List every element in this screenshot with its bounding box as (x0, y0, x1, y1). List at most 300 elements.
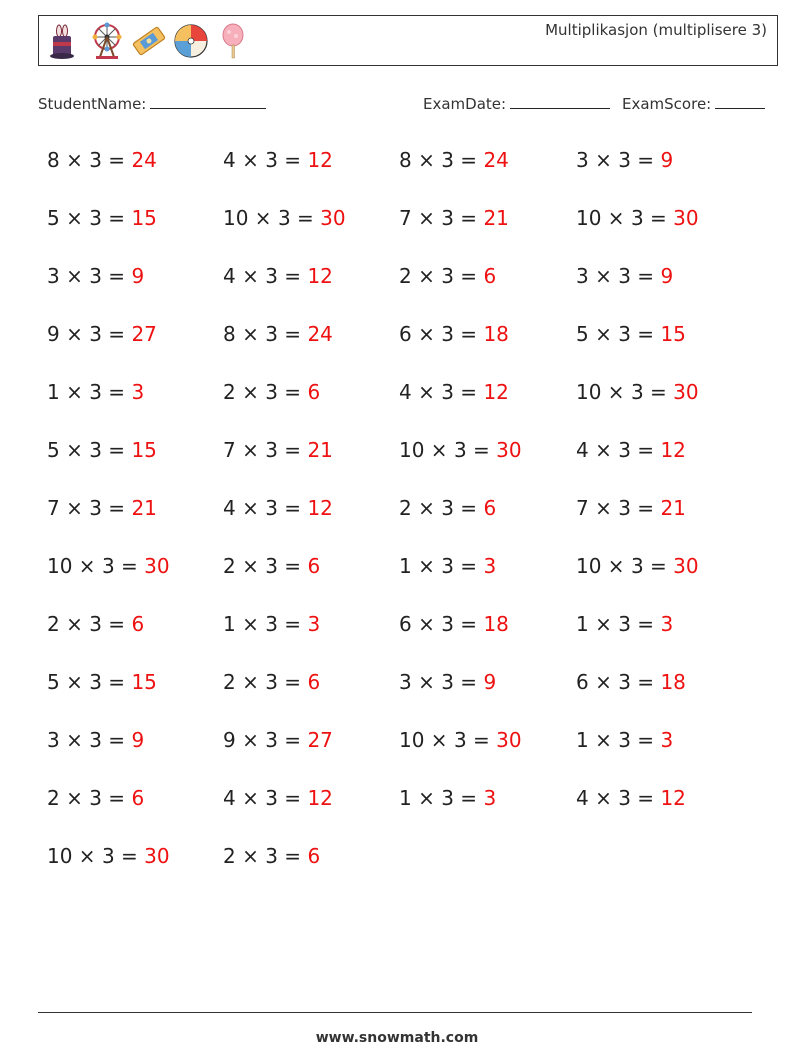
times-sign: × (59, 322, 90, 346)
equals-sign: = (101, 670, 132, 694)
times-sign: × (235, 380, 266, 404)
equals-sign: = (277, 612, 308, 636)
answer: 30 (144, 554, 170, 578)
answer: 21 (660, 496, 686, 520)
factor-a: 1 (223, 612, 236, 636)
factor-a: 1 (399, 554, 412, 578)
equals-sign: = (277, 380, 308, 404)
times-sign: × (235, 496, 266, 520)
problem-item (399, 554, 496, 578)
answer: 21 (483, 206, 509, 230)
student-name-blank (150, 93, 266, 109)
equals-sign: = (630, 264, 661, 288)
problem-item (399, 786, 496, 810)
times-sign: × (601, 554, 631, 578)
problem-item (576, 670, 686, 694)
equals-sign: = (101, 264, 132, 288)
answer: 12 (307, 496, 333, 520)
times-sign: × (72, 844, 102, 868)
times-sign: × (59, 206, 90, 230)
problem-item (576, 322, 686, 346)
equals-sign: = (277, 148, 308, 172)
equals-sign: = (630, 670, 661, 694)
exam-score-label: ExamScore: (622, 95, 712, 113)
factor-b: 3 (441, 612, 454, 636)
equals-sign: = (630, 438, 661, 462)
factor-a: 10 (223, 206, 249, 230)
equals-sign: = (630, 322, 661, 346)
times-sign: × (411, 322, 442, 346)
factor-a: 10 (399, 728, 425, 752)
times-sign: × (588, 264, 619, 288)
times-sign: × (411, 148, 442, 172)
factor-b: 3 (618, 786, 631, 810)
factor-b: 3 (630, 554, 644, 578)
factor-a: 1 (47, 380, 60, 404)
times-sign: × (235, 728, 266, 752)
answer: 12 (660, 786, 686, 810)
equals-sign: = (114, 844, 145, 868)
factor-b: 3 (265, 380, 278, 404)
times-sign: × (588, 612, 619, 636)
factor-a: 7 (223, 438, 236, 462)
factor-a: 2 (223, 380, 236, 404)
answer: 12 (660, 438, 686, 462)
exam-date-blank (510, 93, 610, 109)
equals-sign: = (453, 670, 484, 694)
exam-score-blank (715, 93, 765, 109)
answer: 9 (131, 264, 145, 288)
times-sign: × (235, 786, 266, 810)
equals-sign: = (453, 264, 484, 288)
factor-b: 3 (265, 438, 278, 462)
problem-item (47, 786, 144, 810)
problem-item (47, 206, 157, 230)
answer: 18 (483, 322, 509, 346)
exam-date-label: ExamDate: (423, 95, 507, 113)
equals-sign: = (453, 148, 484, 172)
answer: 9 (660, 148, 674, 172)
answer: 21 (307, 438, 333, 462)
problem-item (223, 322, 333, 346)
times-sign: × (59, 728, 90, 752)
times-sign: × (588, 786, 619, 810)
factor-a: 4 (576, 438, 589, 462)
equals-sign: = (453, 496, 484, 520)
factor-a: 6 (399, 612, 412, 636)
equals-sign: = (277, 786, 308, 810)
factor-b: 3 (618, 264, 631, 288)
factor-a: 5 (47, 438, 60, 462)
factor-b: 3 (89, 612, 102, 636)
problem-item (576, 786, 686, 810)
factor-b: 3 (101, 554, 115, 578)
factor-a: 9 (223, 728, 236, 752)
factor-b: 3 (89, 496, 102, 520)
factor-b: 3 (89, 380, 102, 404)
times-sign: × (59, 496, 90, 520)
problem-item (47, 670, 157, 694)
exam-date-field (423, 93, 610, 113)
problem-item (223, 438, 333, 462)
factor-b: 3 (89, 264, 102, 288)
problem-item (223, 206, 346, 230)
factor-a: 10 (576, 206, 602, 230)
factor-b: 3 (618, 670, 631, 694)
times-sign: × (411, 786, 442, 810)
ferris-wheel-icon (89, 22, 125, 60)
times-sign: × (235, 438, 266, 462)
problem-item (223, 844, 320, 868)
equals-sign: = (277, 264, 308, 288)
problem-item (223, 786, 333, 810)
factor-a: 9 (47, 322, 60, 346)
factor-a: 1 (576, 728, 589, 752)
answer: 9 (660, 264, 674, 288)
equals-sign: = (630, 786, 661, 810)
equals-sign: = (277, 554, 308, 578)
answer: 21 (131, 496, 157, 520)
times-sign: × (411, 206, 442, 230)
factor-a: 1 (399, 786, 412, 810)
factor-a: 8 (399, 148, 412, 172)
factor-b: 3 (618, 728, 631, 752)
factor-b: 3 (441, 670, 454, 694)
times-sign: × (59, 148, 90, 172)
times-sign: × (424, 438, 454, 462)
problem-item (223, 670, 320, 694)
times-sign: × (59, 786, 90, 810)
student-name-field (38, 93, 266, 113)
times-sign: × (248, 206, 278, 230)
answer: 30 (673, 380, 699, 404)
problem-item (223, 264, 333, 288)
problem-item (223, 728, 333, 752)
answer: 24 (307, 322, 333, 346)
times-sign: × (411, 496, 442, 520)
answer: 15 (131, 206, 157, 230)
equals-sign: = (630, 148, 661, 172)
equals-sign: = (277, 670, 308, 694)
equals-sign: = (453, 786, 484, 810)
problem-item (399, 612, 509, 636)
answer: 3 (307, 612, 321, 636)
factor-b: 3 (265, 264, 278, 288)
factor-a: 5 (47, 206, 60, 230)
answer: 24 (131, 148, 157, 172)
factor-a: 4 (223, 148, 236, 172)
factor-a: 2 (399, 496, 412, 520)
answer: 6 (483, 496, 497, 520)
times-sign: × (411, 380, 442, 404)
icon-strip (47, 22, 251, 60)
answer: 9 (483, 670, 497, 694)
times-sign: × (59, 670, 90, 694)
times-sign: × (411, 670, 442, 694)
equals-sign: = (277, 844, 308, 868)
answer: 27 (307, 728, 333, 752)
answer: 18 (660, 670, 686, 694)
answer: 12 (307, 264, 333, 288)
equals-sign: = (101, 612, 132, 636)
factor-b: 3 (441, 380, 454, 404)
factor-a: 8 (47, 148, 60, 172)
equals-sign: = (630, 728, 661, 752)
equals-sign: = (101, 496, 132, 520)
factor-b: 3 (89, 786, 102, 810)
factor-b: 3 (265, 496, 278, 520)
problem-item (47, 322, 157, 346)
answer: 6 (307, 670, 321, 694)
times-sign: × (72, 554, 102, 578)
factor-b: 3 (441, 786, 454, 810)
problem-item (576, 264, 673, 288)
answer: 15 (131, 670, 157, 694)
factor-b: 3 (101, 844, 115, 868)
answer: 12 (307, 786, 333, 810)
factor-b: 3 (265, 786, 278, 810)
times-sign: × (235, 670, 266, 694)
factor-a: 10 (399, 438, 425, 462)
factor-b: 3 (89, 206, 102, 230)
equals-sign: = (101, 380, 132, 404)
factor-b: 3 (618, 438, 631, 462)
equals-sign: = (630, 496, 661, 520)
equals-sign: = (277, 728, 308, 752)
times-sign: × (424, 728, 454, 752)
problem-item (399, 380, 509, 404)
factor-a: 4 (399, 380, 412, 404)
times-sign: × (588, 148, 619, 172)
times-sign: × (235, 554, 266, 578)
problem-item (223, 554, 320, 578)
factor-b: 3 (265, 322, 278, 346)
answer: 9 (131, 728, 145, 752)
times-sign: × (235, 264, 266, 288)
factor-a: 4 (223, 264, 236, 288)
worksheet-title: Multiplikasjon (multiplisere 3) (545, 21, 767, 39)
problem-item (399, 496, 496, 520)
answer: 27 (131, 322, 157, 346)
factor-b: 3 (89, 322, 102, 346)
answer: 3 (660, 612, 674, 636)
factor-b: 3 (89, 148, 102, 172)
answer: 6 (307, 844, 321, 868)
footer-url: www.snowmath.com (315, 1030, 479, 1046)
factor-a: 10 (47, 554, 73, 578)
factor-b: 3 (618, 496, 631, 520)
student-name-label: StudentName: (38, 95, 147, 113)
factor-b: 3 (265, 844, 278, 868)
factor-b: 3 (265, 612, 278, 636)
factor-a: 3 (576, 264, 589, 288)
factor-a: 2 (223, 844, 236, 868)
problem-item (399, 264, 496, 288)
equals-sign: = (277, 496, 308, 520)
problem-item (223, 148, 333, 172)
factor-a: 4 (223, 496, 236, 520)
equals-sign: = (453, 206, 484, 230)
answer: 30 (320, 206, 346, 230)
problem-item (47, 264, 144, 288)
problem-item (47, 496, 157, 520)
factor-b: 3 (441, 148, 454, 172)
factor-a: 2 (223, 554, 236, 578)
problem-item (399, 670, 496, 694)
factor-a: 3 (47, 264, 60, 288)
answer: 6 (307, 380, 321, 404)
factor-b: 3 (441, 496, 454, 520)
problem-item (47, 612, 144, 636)
times-sign: × (235, 322, 266, 346)
factor-b: 3 (630, 206, 644, 230)
problem-item (223, 380, 320, 404)
factor-a: 10 (47, 844, 73, 868)
factor-a: 7 (399, 206, 412, 230)
times-sign: × (588, 670, 619, 694)
answer: 15 (660, 322, 686, 346)
factor-a: 6 (576, 670, 589, 694)
factor-b: 3 (453, 438, 467, 462)
problem-item (399, 322, 509, 346)
problem-item (47, 438, 157, 462)
equals-sign: = (290, 206, 321, 230)
equals-sign: = (466, 438, 497, 462)
equals-sign: = (101, 438, 132, 462)
times-sign: × (601, 206, 631, 230)
factor-a: 1 (576, 612, 589, 636)
times-sign: × (411, 554, 442, 578)
answer: 30 (496, 438, 522, 462)
factor-b: 3 (265, 148, 278, 172)
problem-item (399, 206, 509, 230)
factor-a: 4 (223, 786, 236, 810)
equals-sign: = (101, 322, 132, 346)
factor-b: 3 (453, 728, 467, 752)
problem-item (47, 554, 170, 578)
equals-sign: = (643, 206, 674, 230)
factor-a: 10 (576, 380, 602, 404)
times-sign: × (59, 612, 90, 636)
answer: 3 (483, 554, 497, 578)
equals-sign: = (101, 206, 132, 230)
cotton-candy-icon (215, 22, 251, 60)
equals-sign: = (453, 322, 484, 346)
factor-a: 5 (576, 322, 589, 346)
exam-score-field (622, 93, 765, 113)
equals-sign: = (453, 554, 484, 578)
answer: 6 (483, 264, 497, 288)
factor-b: 3 (441, 206, 454, 230)
equals-sign: = (453, 612, 484, 636)
factor-b: 3 (618, 612, 631, 636)
answer: 18 (483, 612, 509, 636)
problem-item (576, 438, 686, 462)
problem-item (399, 148, 509, 172)
times-sign: × (235, 612, 266, 636)
factor-b: 3 (618, 148, 631, 172)
equals-sign: = (466, 728, 497, 752)
beach-ball-icon (173, 22, 209, 60)
factor-a: 2 (399, 264, 412, 288)
factor-a: 10 (576, 554, 602, 578)
answer: 3 (131, 380, 145, 404)
factor-a: 2 (47, 786, 60, 810)
answer: 15 (131, 438, 157, 462)
equals-sign: = (643, 554, 674, 578)
factor-b: 3 (265, 554, 278, 578)
factor-a: 6 (399, 322, 412, 346)
equals-sign: = (277, 438, 308, 462)
factor-b: 3 (441, 554, 454, 578)
factor-a: 3 (576, 148, 589, 172)
answer: 24 (483, 148, 509, 172)
problem-item (223, 496, 333, 520)
equals-sign: = (453, 380, 484, 404)
times-sign: × (588, 438, 619, 462)
factor-b: 3 (89, 728, 102, 752)
factor-a: 7 (47, 496, 60, 520)
answer: 6 (307, 554, 321, 578)
times-sign: × (235, 148, 266, 172)
equals-sign: = (277, 322, 308, 346)
ticket-icon (131, 22, 167, 60)
times-sign: × (59, 380, 90, 404)
factor-b: 3 (277, 206, 291, 230)
factor-b: 3 (630, 380, 644, 404)
factor-a: 8 (223, 322, 236, 346)
times-sign: × (235, 844, 266, 868)
problem-item (47, 148, 157, 172)
problem-item (223, 612, 320, 636)
header-box (38, 15, 778, 66)
times-sign: × (588, 496, 619, 520)
answer: 30 (673, 554, 699, 578)
equals-sign: = (101, 786, 132, 810)
times-sign: × (588, 728, 619, 752)
answer: 30 (144, 844, 170, 868)
times-sign: × (59, 264, 90, 288)
problem-item (47, 380, 144, 404)
problem-item (576, 380, 699, 404)
times-sign: × (59, 438, 90, 462)
factor-b: 3 (89, 438, 102, 462)
answer: 3 (660, 728, 674, 752)
factor-b: 3 (265, 670, 278, 694)
answer: 6 (131, 786, 145, 810)
equals-sign: = (101, 728, 132, 752)
answer: 12 (307, 148, 333, 172)
answer: 30 (673, 206, 699, 230)
times-sign: × (601, 380, 631, 404)
problem-item (399, 438, 522, 462)
factor-b: 3 (265, 728, 278, 752)
equals-sign: = (630, 612, 661, 636)
problem-item (576, 554, 699, 578)
answer: 30 (496, 728, 522, 752)
factor-a: 7 (576, 496, 589, 520)
problem-item (47, 728, 144, 752)
factor-b: 3 (441, 322, 454, 346)
factor-a: 3 (399, 670, 412, 694)
problem-item (576, 206, 699, 230)
footer-divider (38, 1012, 752, 1013)
times-sign: × (588, 322, 619, 346)
times-sign: × (411, 264, 442, 288)
equals-sign: = (101, 148, 132, 172)
factor-b: 3 (441, 264, 454, 288)
answer: 3 (483, 786, 497, 810)
